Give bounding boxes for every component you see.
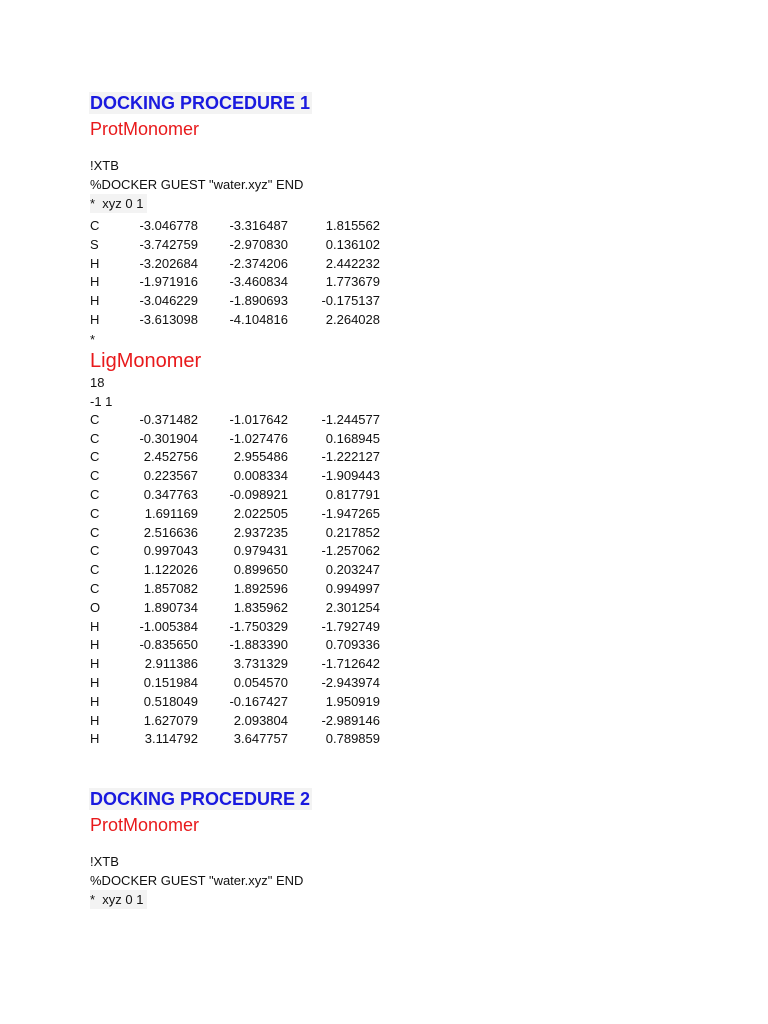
atom-z: -1.257062 (321, 543, 380, 559)
atom-z: -2.989146 (321, 712, 380, 728)
atom-y: 2.093804 (233, 712, 288, 728)
atom-x: 1.627079 (143, 712, 198, 728)
atom-row (90, 524, 380, 543)
atom-y: -0.098921 (229, 486, 288, 502)
lig-charge-multiplicity: -1 1 (90, 393, 113, 409)
prot-monomer-heading: ProtMonomer (90, 815, 200, 835)
atom-x: -3.046229 (139, 293, 198, 309)
atom-element: H (90, 712, 100, 728)
atom-element: H (90, 618, 100, 634)
atom-y: -2.374206 (229, 255, 288, 271)
atom-x: -3.202684 (139, 255, 198, 271)
atom-z: 2.264028 (325, 311, 380, 327)
xyz-line: * xyz 0 1 (90, 194, 147, 213)
atom-z: -1.909443 (321, 468, 380, 484)
atom-x: 0.997043 (143, 543, 198, 559)
lig-atom-count: 18 (90, 374, 105, 390)
atom-y: 0.979431 (233, 543, 288, 559)
atom-y: 3.731329 (233, 656, 288, 672)
atom-row (90, 655, 380, 674)
atom-y: -2.970830 (229, 236, 288, 252)
atom-z: 0.789859 (325, 731, 380, 747)
atom-z: -1.712642 (321, 656, 380, 672)
atom-element: C (90, 580, 100, 596)
xyz-terminator: * (90, 331, 96, 347)
atom-row (90, 505, 380, 524)
lig-atom-table (90, 411, 380, 749)
atom-element: H (90, 311, 100, 327)
atom-y: 0.054570 (233, 674, 288, 690)
atom-x: -1.005384 (139, 618, 198, 634)
atom-element: O (90, 599, 101, 615)
atom-element: H (90, 674, 100, 690)
atom-element: C (90, 543, 100, 559)
prot-monomer-heading: ProtMonomer (90, 119, 200, 139)
xyz-line: * xyz 0 1 (90, 890, 147, 909)
atom-element: S (90, 236, 99, 252)
atom-x: 0.347763 (143, 486, 198, 502)
atom-x: 2.516636 (143, 524, 198, 540)
atom-x: 1.691169 (144, 505, 198, 521)
atom-row (90, 542, 380, 561)
atom-element: H (90, 693, 100, 709)
atom-row (90, 580, 380, 599)
atom-y: 1.835962 (233, 599, 288, 615)
atom-y: 3.647757 (233, 731, 288, 747)
atom-x: 1.890734 (143, 599, 198, 615)
atom-row (90, 486, 380, 505)
atom-z: 2.301254 (325, 599, 380, 615)
atom-row (90, 467, 380, 486)
atom-y: -1.750329 (229, 618, 288, 634)
atom-x: -3.046778 (139, 218, 198, 233)
atom-row (90, 217, 380, 236)
atom-y: 2.022505 (233, 505, 288, 521)
atom-y: 2.937235 (233, 524, 288, 540)
atom-row (90, 693, 380, 712)
atom-element: C (90, 218, 100, 233)
docking-procedure-1 (90, 92, 380, 749)
docking-procedure-2 (90, 788, 312, 909)
atom-row (90, 561, 380, 580)
atom-z: 1.815562 (325, 218, 380, 233)
atom-row (90, 273, 380, 292)
atom-x: 0.151984 (143, 674, 198, 690)
atom-y: -4.104816 (229, 311, 288, 327)
atom-element: H (90, 637, 100, 653)
atom-y: -1.883390 (229, 637, 288, 653)
atom-y: -1.890693 (229, 293, 288, 309)
atom-z: 0.817791 (325, 486, 380, 502)
atom-element: H (90, 255, 100, 271)
atom-x: -3.742759 (139, 236, 198, 252)
atom-z: -0.175137 (321, 293, 380, 309)
xtb-keyword: !XTB (90, 854, 119, 869)
atom-row (90, 411, 380, 430)
prot-atom-table (90, 217, 380, 330)
atom-z: 0.168945 (325, 430, 380, 446)
atom-element: C (90, 486, 100, 502)
atom-z: 1.773679 (325, 274, 380, 290)
atom-row (90, 236, 380, 255)
atom-z: 0.709336 (325, 637, 380, 653)
atom-row (90, 618, 380, 637)
atom-element: C (90, 449, 100, 465)
atom-z: -2.943974 (321, 674, 380, 690)
lig-monomer-heading: LigMonomer (90, 349, 202, 372)
atom-element: H (90, 293, 100, 309)
atom-x: 1.857082 (143, 580, 198, 596)
atom-y: -1.017642 (229, 411, 288, 427)
atom-z: -1.222127 (321, 449, 380, 465)
atom-x: 0.518049 (143, 693, 198, 709)
atom-element: C (90, 411, 100, 427)
atom-y: -3.316487 (229, 218, 288, 233)
atom-z: 2.442232 (325, 255, 380, 271)
atom-x: 2.911386 (144, 656, 198, 672)
atom-row (90, 255, 380, 274)
atom-row (90, 292, 380, 311)
atom-x: -3.613098 (139, 311, 198, 327)
atom-x: 2.452756 (143, 449, 198, 465)
atom-element: H (90, 731, 100, 747)
atom-z: 0.203247 (325, 562, 380, 578)
atom-y: 1.892596 (233, 580, 288, 596)
xtb-keyword: !XTB (90, 158, 119, 173)
atom-x: -1.971916 (139, 274, 198, 290)
atom-y: 2.955486 (233, 449, 288, 465)
atom-row (90, 730, 380, 749)
atom-row (90, 636, 380, 655)
atom-element: C (90, 562, 100, 578)
atom-row (90, 311, 380, 330)
atom-y: -0.167427 (229, 693, 288, 709)
atom-x: 3.114792 (144, 731, 198, 747)
atom-x: 0.223567 (143, 468, 198, 484)
atom-x: -0.835650 (139, 637, 198, 653)
atom-row (90, 674, 380, 693)
atom-element: C (90, 430, 100, 446)
atom-x: -0.371482 (139, 411, 198, 427)
atom-z: -1.244577 (321, 411, 380, 427)
atom-element: C (90, 468, 100, 484)
atom-element: C (90, 505, 100, 521)
atom-z: -1.792749 (321, 618, 380, 634)
atom-x: -0.301904 (139, 430, 198, 446)
atom-row (90, 712, 380, 731)
atom-row (90, 599, 380, 618)
atom-row (90, 430, 380, 449)
atom-y: 0.008334 (233, 468, 288, 484)
atom-z: 0.136102 (325, 236, 380, 252)
atom-element: C (90, 524, 100, 540)
atom-row (90, 448, 380, 467)
atom-z: 0.217852 (325, 524, 380, 540)
docker-directive: %DOCKER GUEST "water.xyz" END (90, 873, 304, 888)
atom-x: 1.122026 (143, 562, 198, 578)
atom-z: 0.994997 (325, 580, 380, 596)
atom-y: -1.027476 (229, 430, 288, 446)
atom-element: H (90, 656, 100, 672)
procedure-heading: DOCKING PROCEDURE 1 (90, 93, 311, 113)
atom-y: 0.899650 (233, 562, 288, 578)
atom-element: H (90, 274, 100, 290)
atom-y: -3.460834 (229, 274, 288, 290)
docker-directive: %DOCKER GUEST "water.xyz" END (90, 177, 304, 192)
atom-z: -1.947265 (321, 505, 380, 521)
atom-z: 1.950919 (325, 693, 380, 709)
procedure-heading: DOCKING PROCEDURE 2 (90, 789, 311, 809)
